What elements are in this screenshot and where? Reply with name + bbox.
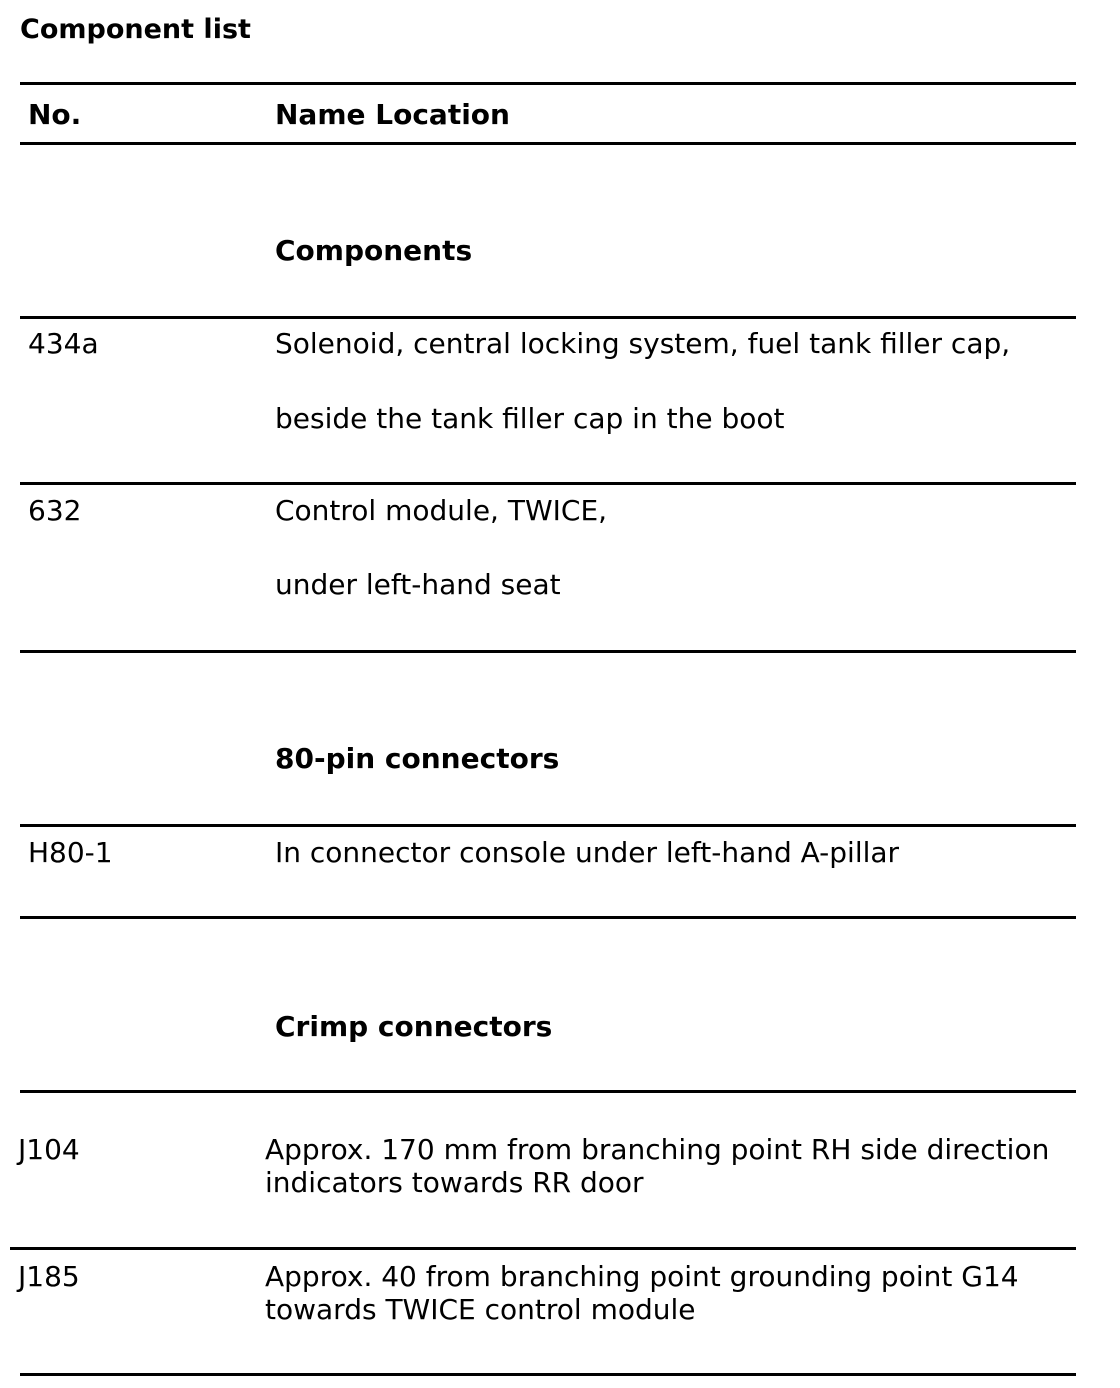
row-rule — [20, 650, 1076, 653]
row-location: under left-hand seat — [275, 568, 561, 601]
row-rule — [20, 916, 1076, 919]
column-header-name-location: Name Location — [275, 98, 510, 131]
row-no: J104 — [18, 1133, 80, 1166]
row-location: beside the tank filler cap in the boot — [275, 402, 785, 435]
row-rule — [20, 482, 1076, 485]
row-no: 434a — [28, 327, 99, 360]
section-rule — [20, 824, 1076, 827]
section-rule — [20, 1090, 1076, 1093]
header-bottom-rule — [20, 142, 1076, 145]
row-location-line2: indicators towards RR door — [265, 1166, 644, 1199]
row-no: H80-1 — [28, 836, 113, 869]
column-header-no: No. — [28, 98, 82, 131]
row-name: Solenoid, central locking system, fuel tank filler cap, — [275, 327, 1011, 360]
section-heading-crimp-connectors: Crimp connectors — [275, 1010, 553, 1043]
row-location-line1: Approx. 170 mm from branching point RH side direction — [265, 1133, 1050, 1166]
row-location-line1: Approx. 40 from branching point grounding point G14 — [265, 1260, 1019, 1293]
row-location-line2: towards TWICE control module — [265, 1293, 696, 1326]
section-rule — [20, 316, 1076, 319]
header-top-rule — [20, 82, 1076, 85]
page-title: Component list — [20, 14, 251, 45]
row-no: J185 — [18, 1260, 80, 1293]
row-location: In connector console under left-hand A-pillar — [275, 836, 900, 869]
section-heading-80-pin-connectors: 80-pin connectors — [275, 742, 560, 775]
row-no: 632 — [28, 494, 82, 527]
row-rule — [10, 1247, 1076, 1250]
section-heading-components: Components — [275, 234, 473, 267]
row-name: Control module, TWICE, — [275, 494, 608, 527]
row-rule — [20, 1373, 1076, 1376]
